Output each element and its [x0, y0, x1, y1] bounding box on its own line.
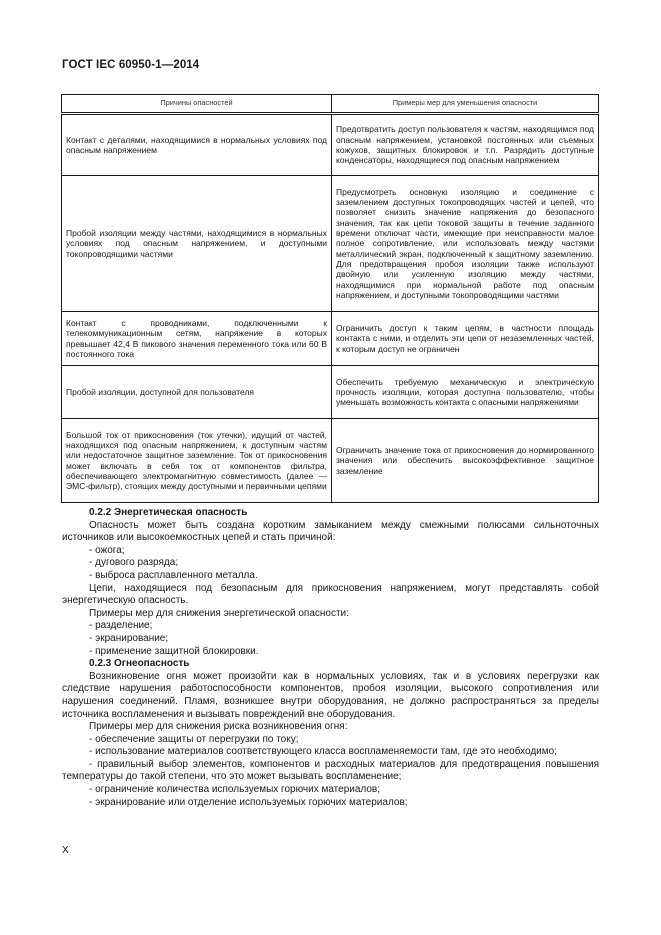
- measures-cell: Предусмотреть основную изоляцию и соединение с заземлением доступных токопроводящих частей и цепей, что позволяет снизить значение напряжения до безопасного значения, так как цепи токовой защиты в течение заданного времени отключат части, имеющие при неисправности малое полное сопротивление, или использовать между частями металлический экран, подключенный к защитному заземлению. Для предотвращения пробоя изоляции также используют двойную или усиленную изоляцию между частями, находящимися при нормальной работе под опасным напряжением, и доступными токопроводящими частями: [332, 176, 599, 312]
- paragraph: Примеры мер для снижения энергетической опасности:: [89, 607, 349, 619]
- list-item: - разделение;: [89, 620, 153, 632]
- measures-cell: Предотвратить доступ пользователя к частям, находящимся под опасным напряжением, установкой постоянных или съемных кожухов, защитных блокировок и т.п. Разрядить доступные конденсаторы, находящиеся под опасным напряжением: [332, 114, 599, 176]
- hazards-table: [61, 94, 599, 503]
- cause-cell: Контакт с проводниками, подключенными к телекоммуникационным сетям, напряжение в которых превышает 42,4 В пикового значения переменного тока или 60 В постоянного тока: [62, 312, 332, 366]
- list-item: - обеспечение защиты от перегрузки по току;: [89, 733, 299, 745]
- table-row: [62, 312, 599, 366]
- cause-cell: Контакт с деталями, находящимися в нормальных условиях под опасным напряжением: [62, 114, 332, 176]
- column-header-measures: Примеры мер для уменьшения опасности: [332, 95, 599, 114]
- list-item: - ожога;: [89, 544, 125, 556]
- paragraph: Опасность может быть создана коротким замыканием между смежными полюсами сильноточных источников или высокоемкостных цепей и стать причиной:: [62, 519, 599, 544]
- list-item: - дугового разряда;: [89, 557, 179, 569]
- table-row: [62, 176, 599, 312]
- list-item: - выброса расплавленного металла.: [89, 569, 258, 581]
- table-row: [62, 366, 599, 419]
- section-heading-energy-hazard: 0.2.2 Энергетическая опасность: [89, 507, 248, 518]
- list-item: - ограничение количества используемых горючих материалов;: [89, 784, 381, 796]
- measures-cell: Ограничить доступ к таким цепям, в частности площадь контакта с ними, и отделить эти цепи от незаземленных частей, к которым доступ не ограничен: [332, 312, 599, 366]
- column-header-causes: Причины опасностей: [62, 95, 332, 114]
- table-row: [62, 419, 599, 503]
- document-id-header: ГОСТ IEC 60950-1—2014: [62, 59, 200, 71]
- measures-cell: Обеспечить требуемую механическую и электрическую прочность изоляции, которая доступна пользователю, чтобы уменьшать возможность контакта с опасными напряжениями: [332, 366, 599, 419]
- cause-cell: Большой ток от прикосновения (ток утечки), идущий от частей, находящихся под опасным напряжением, к доступным частям или недостаточное защитное заземление. Ток от прикосновения может включать в себя ток от компонентов фильтра, обеспечивающего электромагнитную совместимость (далее — ЭМС-фильтр), стоящих между доступными и первичными цепями: [62, 419, 332, 503]
- cause-cell: Пробой изоляции между частями, находящимися в нормальных условиях под опасным напряжением, и доступными токопроводящими частями: [62, 176, 332, 312]
- table-row: [62, 114, 599, 176]
- table-header-row: [62, 95, 599, 114]
- list-item: - экранирование или отделение используемых горючих материалов;: [89, 796, 408, 808]
- body-text: [62, 507, 599, 809]
- measures-cell: Ограничить значение тока от прикосновения до нормированного значения или обеспечить высокоэффективное защитное заземление: [332, 419, 599, 503]
- list-item: - экранирование;: [89, 632, 169, 644]
- page-number: X: [62, 845, 69, 856]
- paragraph: Примеры мер для снижения риска возникновения огня:: [89, 721, 348, 733]
- list-item: - применение защитной блокировки.: [89, 645, 259, 657]
- paragraph: Цепи, находящиеся под безопасным для прикосновения напряжением, могут представлять собой энергетическую опасность.: [62, 582, 599, 607]
- paragraph: Возникновение огня может произойти как в нормальных условиях, так и в условиях перегрузки как следствие нарушения работоспособности компонентов, пробоя изоляции, высокого сопротивления или нарушения соединений. Пламя, возникшее внутри оборудования, не должно распространяться за пределы источника воспламенения и вызывать повреждений вне оборудования.: [62, 670, 599, 720]
- list-item: - правильный выбор элементов, компонентов и расходных материалов для предотвращения повышения температуры до такой степени, что это может вызывать воспламенение;: [62, 758, 599, 783]
- section-heading-fire-hazard: 0.2.3 Огнеопасность: [89, 658, 190, 670]
- list-item: - использование материалов соответствующего класса воспламеняемости там, где это необходимо;: [89, 746, 557, 758]
- cause-cell: Пробой изоляции, доступной для пользователя: [62, 366, 332, 419]
